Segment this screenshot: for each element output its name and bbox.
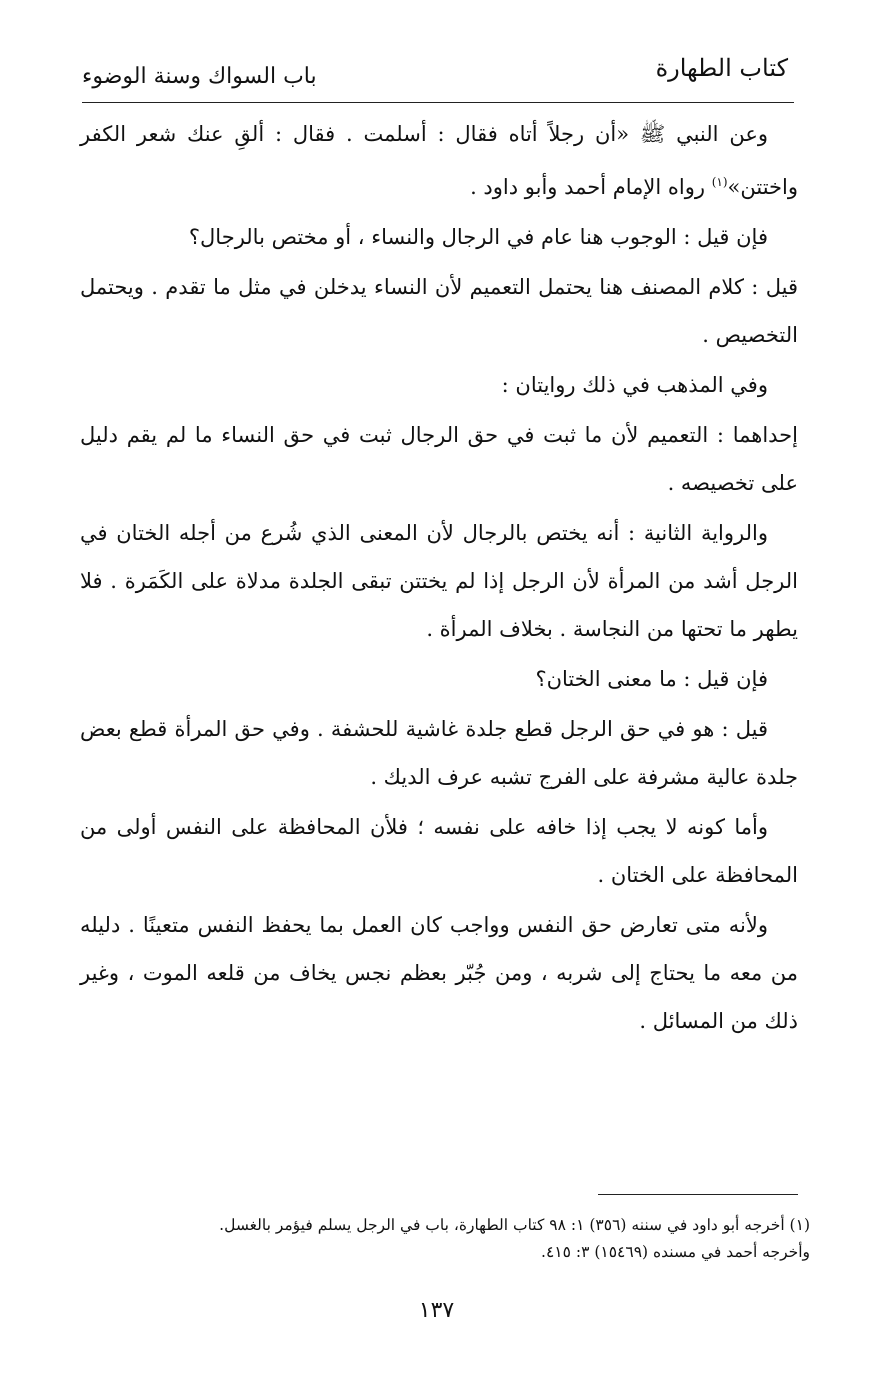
hadith-source: رواه الإمام أحمد وأبو داود . [470, 175, 712, 199]
footnote-divider [598, 1194, 798, 1195]
footnotes [120, 1212, 810, 1266]
hadith-text: وعن النبي ﷺ «أن رجلاً أتاه فقال : أسلمت . فقال : ألقِ عنك شعر الكفر واختتن» [80, 122, 798, 199]
page-number: ١٣٧ [418, 1298, 455, 1323]
paragraph-9: وأما كونه لا يجب إذا خافه على نفسه ؛ فلأن المحافظة على النفس أولى من المحافظة على الختان . [80, 815, 798, 887]
paragraph-10: ولأنه متى تعارض حق النفس وواجب كان العمل بما يحفظ النفس متعينًا . دليله من معه ما يحتاج إلى شربه ، ومن جُبّر بعظم نجس يخاف من قلعه الموت ، وغير ذلك من المسائل . [80, 913, 798, 1033]
paragraph-3: قيل : كلام المصنف هنا يحتمل التعميم لأن النساء يدخلن في مثل ما تقدم . ويحتمل التخصيص . [80, 275, 798, 347]
paragraph-2: فإن قيل : الوجوب هنا عام في الرجال والنساء ، أو مختص بالرجال؟ [188, 225, 768, 249]
paragraph-5: إحداهما : التعميم لأن ما ثبت في حق الرجال ثبت في حق النساء ما لم يقم دليل على تخصيصه . [80, 423, 798, 495]
main-text [80, 110, 798, 1047]
paragraph-8: قيل : هو في حق الرجل قطع جلدة غاشية للحشفة . وفي حق المرأة قطع بعض جلدة عالية مشرفة على الفرج تشبه عرف الديك . [80, 717, 798, 789]
paragraph-4: وفي المذهب في ذلك روايتان : [501, 373, 768, 397]
running-header [82, 44, 794, 103]
section-title: باب السواك وسنة الوضوء [82, 64, 317, 89]
paragraph-6: والرواية الثانية : أنه يختص بالرجال لأن المعنى الذي شُرع من أجله الختان في الرجل أشد من المرأة لأن الرجل إذا لم يختتن تبقى الجلدة مدلاة على الكَمَرة . فلا يطهر ما تحتها من النجاسة . بخلاف المرأة . [80, 521, 798, 641]
footnote-line-1: (١) أخرجه أبو داود في سننه (٣٥٦) ١: ٩٨ كتاب الطهارة، باب في الرجل يسلم فيؤمر بالغسل. [219, 1216, 810, 1234]
footnote-line-2: وأخرجه أحمد في مسنده (١٥٤٦٩) ٣: ٤١٥. [541, 1243, 810, 1261]
paragraph-7: فإن قيل : ما معنى الختان؟ [535, 667, 768, 691]
paragraph-1 [80, 110, 798, 211]
chapter-title: كتاب الطهارة [655, 54, 788, 82]
footnote-ref: (١) [711, 175, 728, 189]
